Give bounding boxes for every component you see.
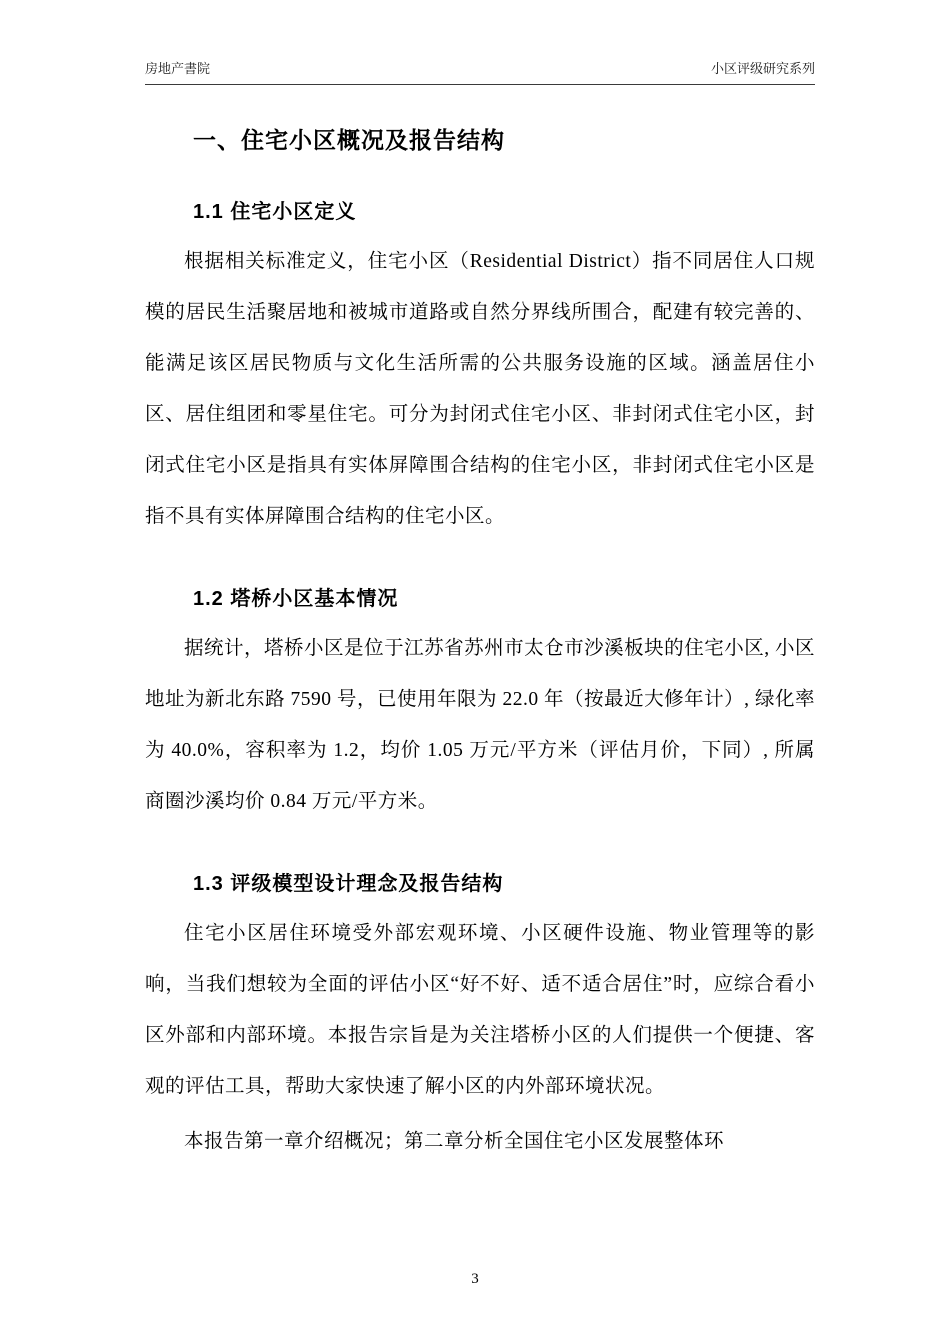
section-1-1	[145, 195, 815, 542]
document-body	[145, 100, 815, 1167]
paragraph: 根据相关标准定义，住宅小区（Residential District）指不同居住人口规模的居民生活聚居地和被城市道路或自然分界线所围合，配建有较完善的、能满足该区居民物质与文化生活所需的公共服务设施的区域。涵盖居住小区、居住组团和零星住宅。可分为封闭式住宅小区、非封闭式住宅小区，封闭式住宅小区是指具有实体屏障围合结构的住宅小区，非封闭式住宅小区是指不具有实体屏障围合结构的住宅小区。	[145, 251, 815, 527]
section-1-2	[145, 582, 815, 827]
header-left-text: 房地产書院	[145, 61, 211, 76]
section-heading-1-1: 1.1 住宅小区定义	[193, 201, 357, 223]
paragraph: 本报告第一章介绍概况；第二章分析全国住宅小区发展整体环	[184, 1131, 725, 1152]
page-number: 3	[471, 1271, 479, 1287]
paragraph: 据统计，塔桥小区是位于江苏省苏州市太仓市沙溪板块的住宅小区, 小区地址为新北东路 7590 号，已使用年限为 22.0 年（按最近大修年计）, 绿化率为 40.0%，容积率为 1.2，均价 1.05 万元/平方米（评估月价，下同）, 所属商圈沙溪均价 0.84 万元/平方米。	[145, 638, 815, 812]
section-1-3	[145, 867, 815, 1167]
paragraph: 住宅小区居住环境受外部宏观环境、小区硬件设施、物业管理等的影响，当我们想较为全面的评估小区“好不好、适不适合居住”时，应综合看小区外部和内部环境。本报告宗旨是为关注塔桥小区的人们提供一个便捷、客观的评估工具，帮助大家快速了解小区的内外部环境状况。	[145, 923, 815, 1097]
section-heading-1-2: 1.2 塔桥小区基本情况	[193, 588, 399, 610]
document-title: 一、住宅小区概况及报告结构	[193, 127, 505, 153]
section-heading-1-3: 1.3 评级模型设计理念及报告结构	[193, 873, 504, 895]
header-right-text: 小区评级研究系列	[710, 61, 815, 76]
page-header	[145, 58, 815, 85]
